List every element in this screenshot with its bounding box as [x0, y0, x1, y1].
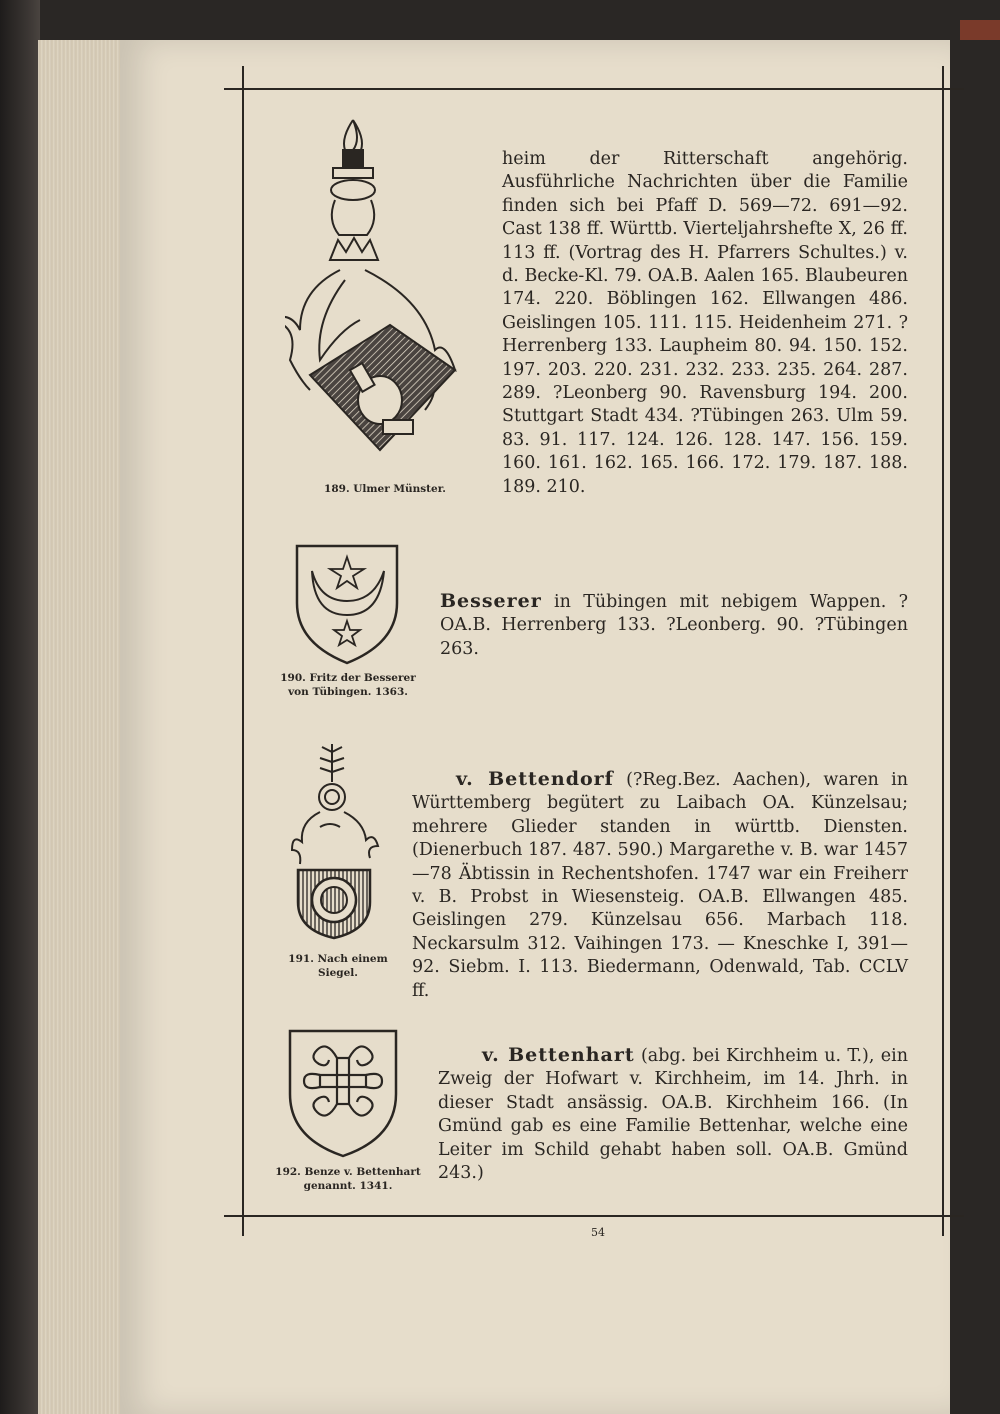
frame-top-line — [224, 88, 964, 90]
frame-right-line — [942, 66, 944, 1236]
bettenhart-shield-icon — [287, 1028, 399, 1158]
bookmark-tab — [960, 20, 1000, 40]
caption-190-line2: von Tübingen. 1363. — [288, 686, 408, 698]
entry-bettenhart-head: v. Bettenhart — [482, 1044, 635, 1066]
page-number: 54 — [591, 1226, 605, 1239]
entry-bettenhart-text: (abg. bei Kirchheim u. T.), ein Zweig der Hofwart v. Kirchheim, im 14. Jhrh. in dieser Stadt ansässig. OA.B. Kirchheim 166. (In Gmünd gab es eine Familie Bettenhar, welche eine Leiter im Schild gehabt haben soll. OA.B. Gmünd 243.) — [438, 1046, 908, 1184]
frame-bottom-line — [224, 1215, 964, 1217]
entry-bettendorf-head: v. Bettendorf — [456, 768, 614, 790]
caption-190-line1: 190. Fritz der Besserer — [280, 672, 416, 684]
besserer-shield-icon — [294, 543, 400, 665]
frame-left-line — [242, 66, 244, 1236]
caption-192-line2: genannt. 1341. — [303, 1180, 393, 1192]
book-binding — [0, 0, 40, 1414]
entry-bettendorf-text: (?Reg.Bez. Aachen), waren in Württemberg begütert zu Laibach OA. Künzelsau; mehrere Glieder standen in württb. Diensten. (Dienerbuch 187. 487. 590.) Margarethe v. B. war 1457—78 Äbtissin in Rechentshofen. 1747 war ein Freiherr v. B. Probst in Wiesensteig. OA.B. Ellwangen 485. Geislingen 279. Künzelsau 656. Marbach 118. Neckarsulm 312. Vaihingen 173. — Kneschke I, 391—92. Siebm. I. 113. Biedermann, Odenwald, Tab. CCLV ff. — [412, 770, 908, 1001]
caption-192-line1: 192. Benze v. Bettenhart — [275, 1166, 421, 1178]
caption-191-line1: 191. Nach einem — [288, 953, 388, 965]
entry-ulm-text: heim der Ritterschaft angehörig. Ausführliche Nachrichten über die Familie finden sich bei Pfaff D. 569—72. 691—92. Cast 138 ff. Württb. Vierteljahrshefte X, 26 ff. 113 ff. (Vortrag des H. Pfarrers Schultes.) v. d. Becke-Kl. 79. OA.B. Aalen 165. Blaubeuren 174. 220. Böblingen 162. Ellwangen 486. Geislingen 105. 111. 115. Heidenheim 271. ?Herrenberg 133. Laupheim 80. 94. 150. 152. 197. 203. 220. 231. 232. 233. 235. 264. 287. 289. ?Leonberg 90. Ravensburg 194. 200. Stuttgart Stadt 434. ?Tübingen 263. Ulm 59. 83. 91. 117. 124. 126. 128. 147. 156. 159. 160. 161. 162. 165. 166. 172. 179. 187. 188. 189. 210. — [502, 149, 908, 497]
ulm-coat-of-arms-icon — [285, 110, 470, 480]
caption-189: 189. Ulmer Münster. — [324, 483, 446, 495]
entry-besserer — [440, 590, 908, 661]
caption-191-line2: Siegel. — [318, 967, 358, 979]
entry-besserer-text: in Tübingen mit nebigem Wappen. ?OA.B. Herrenberg 133. ?Leonberg. 90. ?Tübingen 263. — [440, 592, 908, 659]
entry-besserer-head: Besserer — [440, 590, 542, 612]
entry-bettendorf — [412, 768, 908, 1003]
page-edges — [38, 40, 128, 1414]
entry-bettenhart — [438, 1044, 908, 1185]
bettendorf-coat-of-arms-icon — [290, 742, 380, 940]
